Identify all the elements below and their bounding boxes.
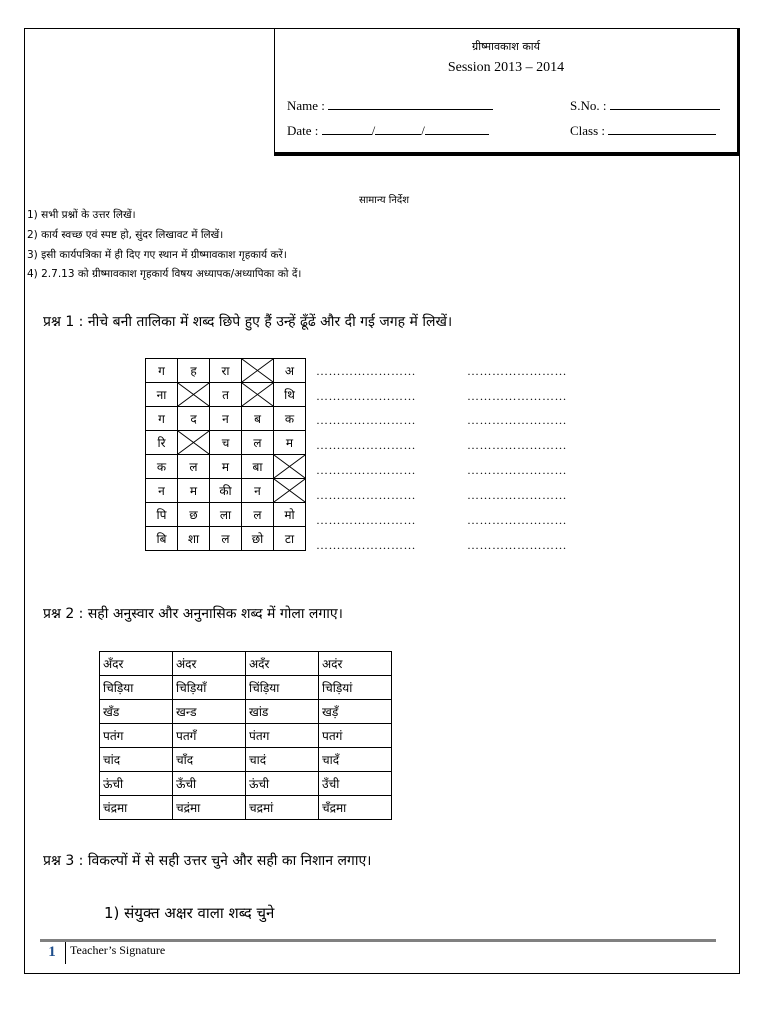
grid-cell[interactable]: शा: [178, 527, 210, 551]
date-day-blank[interactable]: [322, 123, 372, 135]
crossed-cell: [242, 383, 274, 407]
answer-blank[interactable]: ……………………: [316, 538, 416, 552]
grid-cell[interactable]: क: [274, 407, 306, 431]
grid-cell[interactable]: ला: [210, 503, 242, 527]
name-blank[interactable]: [328, 98, 493, 110]
word-option[interactable]: ऊंची: [246, 772, 319, 796]
question-2: प्रश्न 2 : सही अनुस्वार और अनुनासिक शब्द में गोला लगाए।: [43, 606, 343, 622]
crossed-cell: [274, 455, 306, 479]
answer-blank[interactable]: ……………………: [467, 438, 567, 452]
grid-cell[interactable]: पि: [146, 503, 178, 527]
cross-icon: [242, 383, 273, 406]
grid-cell[interactable]: की: [210, 479, 242, 503]
word-option[interactable]: अदँर: [246, 652, 319, 676]
word-option[interactable]: चद्रमां: [246, 796, 319, 820]
date-month-blank[interactable]: [375, 123, 421, 135]
grid-cell[interactable]: छो: [242, 527, 274, 551]
word-option[interactable]: खँड: [100, 700, 173, 724]
grid-cell[interactable]: न: [146, 479, 178, 503]
word-option[interactable]: उँची: [319, 772, 392, 796]
question-1: प्रश्न 1 : नीचे बनी तालिका में शब्द छिपे हुए हैं उन्हें ढूँढें और दी गई जगह में लिखें।: [43, 314, 453, 330]
instructions-title: सामान्य निर्देश: [358, 195, 410, 206]
cross-icon: [178, 431, 209, 454]
cross-icon: [274, 455, 305, 478]
worksheet-title: ग्रीष्मावकाश कार्य: [471, 40, 541, 53]
header-box: [274, 28, 740, 156]
word-option[interactable]: पतंग: [100, 724, 173, 748]
cross-icon: [274, 479, 305, 502]
footer-separator: [65, 942, 66, 964]
grid-cell[interactable]: मो: [274, 503, 306, 527]
word-option[interactable]: अँदर: [100, 652, 173, 676]
word-search-grid: [145, 358, 306, 551]
grid-cell[interactable]: बा: [242, 455, 274, 479]
answer-blank[interactable]: ……………………: [467, 389, 567, 403]
grid-cell[interactable]: त: [210, 383, 242, 407]
grid-cell[interactable]: छ: [178, 503, 210, 527]
grid-cell[interactable]: ल: [242, 503, 274, 527]
grid-cell[interactable]: बि: [146, 527, 178, 551]
word-option[interactable]: चाँद: [173, 748, 246, 772]
grid-cell[interactable]: न: [242, 479, 274, 503]
footer-divider: [40, 939, 716, 942]
word-option[interactable]: खन्ड: [173, 700, 246, 724]
instruction-item: 2) कार्य स्वच्छ एवं स्पष्ट हो, सुंदर लिखावट में लिखें।: [27, 229, 224, 241]
answer-blank[interactable]: ……………………: [467, 463, 567, 477]
grid-cell[interactable]: ल: [210, 527, 242, 551]
grid-cell[interactable]: म: [274, 431, 306, 455]
word-option[interactable]: चिड़ियाँ: [173, 676, 246, 700]
answer-blank[interactable]: ……………………: [467, 488, 567, 502]
word-option[interactable]: चादं: [246, 748, 319, 772]
instruction-item: 4) 2.7.13 को ग्रीष्मावकाश गृहकार्य विषय अध्यापक/अध्यापिका को दें।: [27, 268, 302, 280]
word-option[interactable]: पतगँ: [173, 724, 246, 748]
answer-blank[interactable]: ……………………: [316, 364, 416, 378]
answer-blank[interactable]: ……………………: [316, 488, 416, 502]
word-option[interactable]: चँद्रमा: [319, 796, 392, 820]
word-option[interactable]: चंद्रमा: [100, 796, 173, 820]
grid-cell[interactable]: च: [210, 431, 242, 455]
grid-cell[interactable]: रि: [146, 431, 178, 455]
class-label: Class :: [570, 123, 606, 138]
date-separator: /: [421, 123, 425, 138]
answer-blank[interactable]: ……………………: [467, 413, 567, 427]
question-3-part-1: 1) संयुक्त अक्षर वाला शब्द चुने: [104, 904, 275, 922]
answer-blank[interactable]: ……………………: [316, 463, 416, 477]
sno-field[interactable]: [570, 98, 720, 114]
answer-blank[interactable]: ……………………: [316, 413, 416, 427]
word-option[interactable]: चादँ: [319, 748, 392, 772]
word-option[interactable]: चिड़िया: [100, 676, 173, 700]
page-number: 1: [48, 944, 56, 960]
word-option[interactable]: अदंर: [319, 652, 392, 676]
class-field[interactable]: [570, 123, 716, 139]
grid-cell[interactable]: ना: [146, 383, 178, 407]
class-blank[interactable]: [608, 123, 716, 135]
word-choice-table: [99, 651, 392, 820]
grid-cell[interactable]: क: [146, 455, 178, 479]
date-separator: /: [371, 123, 376, 138]
word-option[interactable]: चिड़ियां: [319, 676, 392, 700]
grid-cell[interactable]: अ: [274, 359, 306, 383]
word-option[interactable]: चद्रंमा: [173, 796, 246, 820]
cross-icon: [178, 383, 209, 406]
grid-cell[interactable]: टा: [274, 527, 306, 551]
grid-cell[interactable]: थि: [274, 383, 306, 407]
cross-icon: [242, 359, 273, 382]
answer-blank[interactable]: ……………………: [316, 513, 416, 527]
date-year-blank[interactable]: [425, 123, 489, 135]
grid-cell[interactable]: रा: [210, 359, 242, 383]
instruction-item: 3) इसी कार्यपत्रिका में ही दिए गए स्थान में ग्रीष्मावकाश गृहकार्य करें।: [27, 249, 287, 261]
grid-cell[interactable]: द: [178, 407, 210, 431]
grid-cell[interactable]: म: [178, 479, 210, 503]
word-option[interactable]: ऊँची: [173, 772, 246, 796]
grid-cell[interactable]: म: [210, 455, 242, 479]
answer-blank[interactable]: ……………………: [467, 513, 567, 527]
crossed-cell: [178, 383, 210, 407]
instruction-item: 1) सभी प्रश्नों के उत्तर लिखें।: [27, 209, 136, 221]
word-option[interactable]: खड़ँ: [319, 700, 392, 724]
sno-label: S.No. :: [570, 98, 607, 113]
crossed-cell: [242, 359, 274, 383]
crossed-cell: [178, 431, 210, 455]
word-option[interactable]: पतगं: [319, 724, 392, 748]
grid-cell[interactable]: ग: [146, 359, 178, 383]
word-option[interactable]: चिंड़िया: [246, 676, 319, 700]
answer-blank[interactable]: ……………………: [467, 364, 567, 378]
grid-cell[interactable]: ल: [242, 431, 274, 455]
word-option[interactable]: ऊंची: [100, 772, 173, 796]
grid-cell[interactable]: ह: [178, 359, 210, 383]
word-option[interactable]: चांद: [100, 748, 173, 772]
session-label: Session 2013 – 2014: [447, 60, 565, 75]
grid-cell[interactable]: ब: [242, 407, 274, 431]
crossed-cell: [274, 479, 306, 503]
answer-blank[interactable]: ……………………: [316, 389, 416, 403]
grid-cell[interactable]: ग: [146, 407, 178, 431]
question-3: प्रश्न 3 : विकल्पों में से सही उत्तर चुने और सही का निशान लगाए।: [43, 853, 372, 869]
name-field[interactable]: [287, 98, 493, 114]
date-field[interactable]: [287, 123, 489, 139]
date-label: Date :: [287, 123, 319, 138]
grid-cell[interactable]: ल: [178, 455, 210, 479]
answer-blank[interactable]: ……………………: [467, 538, 567, 552]
word-option[interactable]: खांड: [246, 700, 319, 724]
word-option[interactable]: पंतग: [246, 724, 319, 748]
name-label: Name :: [287, 98, 325, 113]
grid-cell[interactable]: न: [210, 407, 242, 431]
answer-blank[interactable]: ……………………: [316, 438, 416, 452]
word-option[interactable]: अंदर: [173, 652, 246, 676]
sno-blank[interactable]: [610, 98, 720, 110]
teacher-signature-label: Teacher’s Signature: [70, 943, 166, 957]
